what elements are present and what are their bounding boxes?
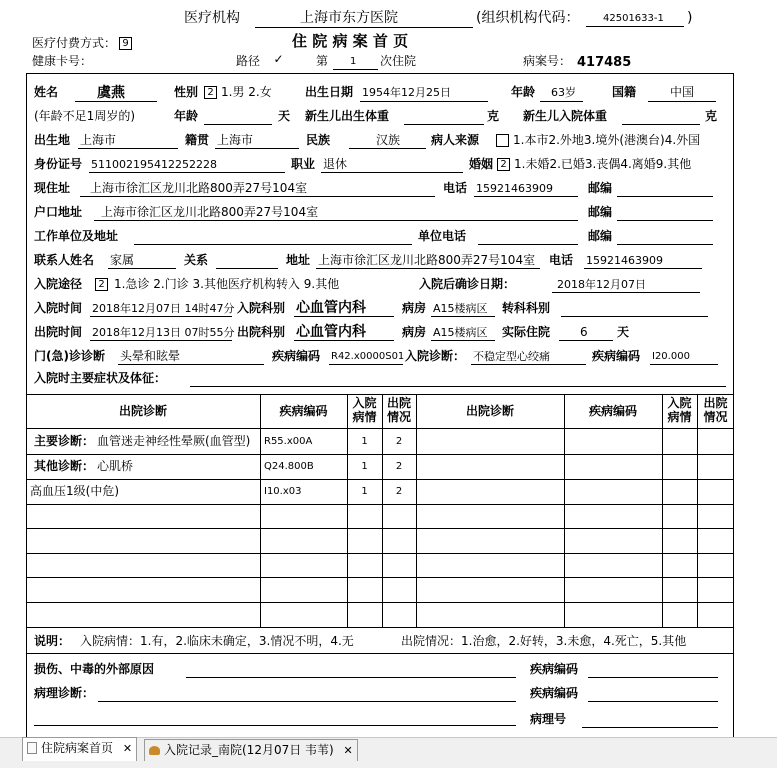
source-box[interactable] [496,134,509,147]
tab-admission-record[interactable] [144,739,358,761]
tab-first-page[interactable] [22,737,137,761]
hukou-label: 户口地址 [34,205,83,219]
pay-method-label: 医疗付费方式： [32,36,117,50]
contact-address-label: 地址 [286,253,311,267]
in-code-label: 疾病编码 [592,349,641,363]
other-diag-name: 心肌桥 [97,459,134,473]
org-code-suffix: ) [687,10,693,26]
injury-code-label: 疾病编码 [530,662,579,676]
close-icon[interactable]: ✕ [343,744,353,757]
id-label: 身份证号 [34,157,83,171]
zip-label-1: 邮编 [588,181,613,195]
path-label: 路径 [236,54,261,68]
times-prefix: 第 [316,54,329,68]
marriage-label: 婚姻 [469,157,494,171]
nationality-label: 国籍 [612,85,637,99]
page-title: 住 院 病 案 首 页 [292,32,409,50]
header-diagnosis-left: 出院诊断 [118,404,167,418]
confirm-date-value: 2018年12月07日 [557,278,646,291]
diag-3-in: 1 [361,486,368,497]
nationality-value: 中国 [670,85,695,99]
main-diag-out: 2 [395,436,403,447]
in-time-label: 入院时间 [34,301,83,315]
op-diag-value: 头晕和眩晕 [120,349,181,363]
header-diagnosis-right: 出院诊断 [465,404,514,418]
notes-icon [149,746,160,755]
zip-label-3: 邮编 [588,229,613,243]
stay-label: 实际住院 [502,325,551,339]
out-dept-label: 出院科别 [237,325,286,339]
birth-value: 1954年12月25日 [362,86,451,99]
header-code-left: 疾病编码 [279,404,328,418]
note-out: 出院情况：1.治愈，2.好转，3.未愈，4.死亡，5.其他 [401,634,687,648]
out-time-value: 2018年12月13日 07时55分 [92,326,235,339]
ethnic-value: 汉族 [376,133,401,147]
stay-value: 6 [580,325,588,339]
other-diag-out: 2 [395,461,403,472]
in-code-value: I20.000 [652,351,690,362]
sex-box[interactable]: 2 [204,86,217,99]
pathology-code-label: 疾病编码 [530,686,579,700]
sex-options: 1.男 2.女 [221,85,272,99]
in-dept-label: 入院科别 [237,301,286,315]
diag-3-out: 2 [395,486,403,497]
infant-label: (年龄不足1周岁的) [34,109,135,123]
main-diag-in: 1 [361,436,368,447]
document-icon [27,742,37,754]
close-icon[interactable]: ✕ [122,742,133,755]
note-in: 入院病情：1.有，2.临床未确定，3.情况不明，4.无 [80,634,354,648]
birthplace-value: 上海市 [80,133,117,147]
id-value: 511002195412252228 [91,158,217,171]
route-options: 1.急诊 2.门诊 3.其他医疗机构转入 9.其他 [114,277,340,291]
stay-unit: 天 [617,325,630,339]
age-value: 63岁 [551,86,576,99]
record-no-label: 病案号： [523,54,572,68]
tab-admission-record-label: 入院记录_南院(12月07日 韦苇) [164,743,334,757]
health-card-label: 健康卡号： [32,54,93,68]
work-label: 工作单位及地址 [34,229,119,243]
main-diag-name: 血管迷走神经性晕厥(血管型) [97,434,251,448]
gram-unit-1: 克 [487,109,500,123]
ethnic-label: 民族 [306,133,331,147]
other-diag-in: 1 [361,461,368,472]
ward-label-2: 病房 [402,325,427,339]
zip-label-2: 邮编 [588,205,613,219]
org-code-value: 42501633-1 [603,13,664,24]
in-diag-value: 不稳定型心绞痛 [473,350,550,363]
injury-label: 损伤、中毒的外部原因 [34,662,155,676]
native-value: 上海市 [217,133,254,147]
source-options: 1.本市2.外地3.境外(港澳台)4.外国 [513,133,701,147]
ward-value-2: A15楼病区 [433,326,488,339]
phone-value: 15921463909 [476,182,553,195]
hukou-value: 上海市徐汇区龙川北路800弄27号104室 [101,205,319,219]
pay-method-box[interactable]: 9 [119,37,132,50]
out-dept-value: 心血管内科 [296,324,366,340]
header-out-left-2: 情况 [386,410,411,424]
address-label: 现住址 [34,181,71,195]
record-no: 417485 [577,55,632,70]
pathology-label: 病理诊断： [34,686,95,700]
contact-phone-label: 电话 [549,253,574,267]
other-diag-prefix: 其他诊断： [34,459,95,473]
header-in-right-1: 入院 [667,396,692,410]
header-in-right-2: 病情 [667,410,692,424]
age-label: 年龄 [511,85,536,99]
op-diag-label: 门(急)诊诊断 [34,349,105,363]
header-in-left-1: 入院 [352,396,377,410]
times-suffix: 次住院 [380,54,417,68]
relation-label: 关系 [184,253,209,267]
newborn-weight-label: 新生儿出生体重 [305,109,390,123]
header-out-left-1: 出院 [386,396,411,410]
note-label: 说明： [34,634,71,648]
header-code-right: 疾病编码 [588,404,637,418]
hospital-name: 上海市东方医院 [300,10,398,26]
header-in-left-2: 病情 [352,410,377,424]
pathology-no-label: 病理号 [530,712,567,726]
path-checkbox[interactable]: ✓ [273,52,284,66]
org-code-label: (组织机构代码： [476,10,580,26]
name-value: 虞燕 [97,85,125,101]
ward-value: A15楼病区 [433,302,488,315]
confirm-date-label: 入院后确诊日期： [419,277,516,291]
header-out-right-2: 情况 [703,410,728,424]
sex-label: 性别 [174,85,199,99]
newborn-in-weight-label: 新生儿入院体重 [523,109,608,123]
op-code-value: R42.x0000S01 [331,351,405,362]
job-label: 职业 [291,157,316,171]
route-label: 入院途径 [34,277,83,291]
birthplace-label: 出生地 [34,133,71,147]
day-unit: 天 [278,109,291,123]
symptom-label: 入院时主要症状及体征： [34,371,167,385]
contact-phone-value: 15921463909 [586,254,663,267]
work-phone-label: 单位电话 [418,229,467,243]
route-box[interactable]: 2 [95,278,108,291]
main-diag-prefix: 主要诊断： [34,434,95,448]
out-time-label: 出院时间 [34,325,83,339]
transfer-label: 转科科别 [502,301,551,315]
in-dept-value: 心血管内科 [296,300,366,316]
other-diag-code: Q24.800B [264,461,314,472]
contact-address-value: 上海市徐汇区龙川北路800弄27号104室 [318,253,536,267]
birth-label: 出生日期 [305,85,354,99]
tab-first-page-label: 住院病案首页 [41,741,114,755]
name-label: 姓名 [34,85,59,99]
org-label: 医疗机构 [184,10,240,26]
source-label: 病人来源 [431,133,480,147]
diag-3-code: I10.x03 [264,486,302,497]
ward-label: 病房 [402,301,427,315]
gram-unit-2: 克 [705,109,718,123]
infant-age-label: 年龄 [174,109,199,123]
header-out-right-1: 出院 [703,396,728,410]
marriage-box[interactable]: 2 [497,158,510,171]
phone-label: 电话 [443,181,468,195]
contact-value: 家属 [110,253,135,267]
times-value: 1 [350,56,357,67]
native-label: 籍贯 [185,133,210,147]
main-diag-code: R55.x00A [264,436,313,447]
contact-label: 联系人姓名 [34,253,95,267]
job-value: 退休 [323,157,348,171]
diag-3-name: 高血压1级(中危) [30,484,119,498]
marriage-options: 1.未婚2.已婚3.丧偶4.离婚9.其他 [514,157,692,171]
address-value: 上海市徐汇区龙川北路800弄27号104室 [90,181,308,195]
in-time-value: 2018年12月07日 14时47分 [92,302,235,315]
in-diag-label: 入院诊断： [405,349,466,363]
op-code-label: 疾病编码 [272,349,321,363]
